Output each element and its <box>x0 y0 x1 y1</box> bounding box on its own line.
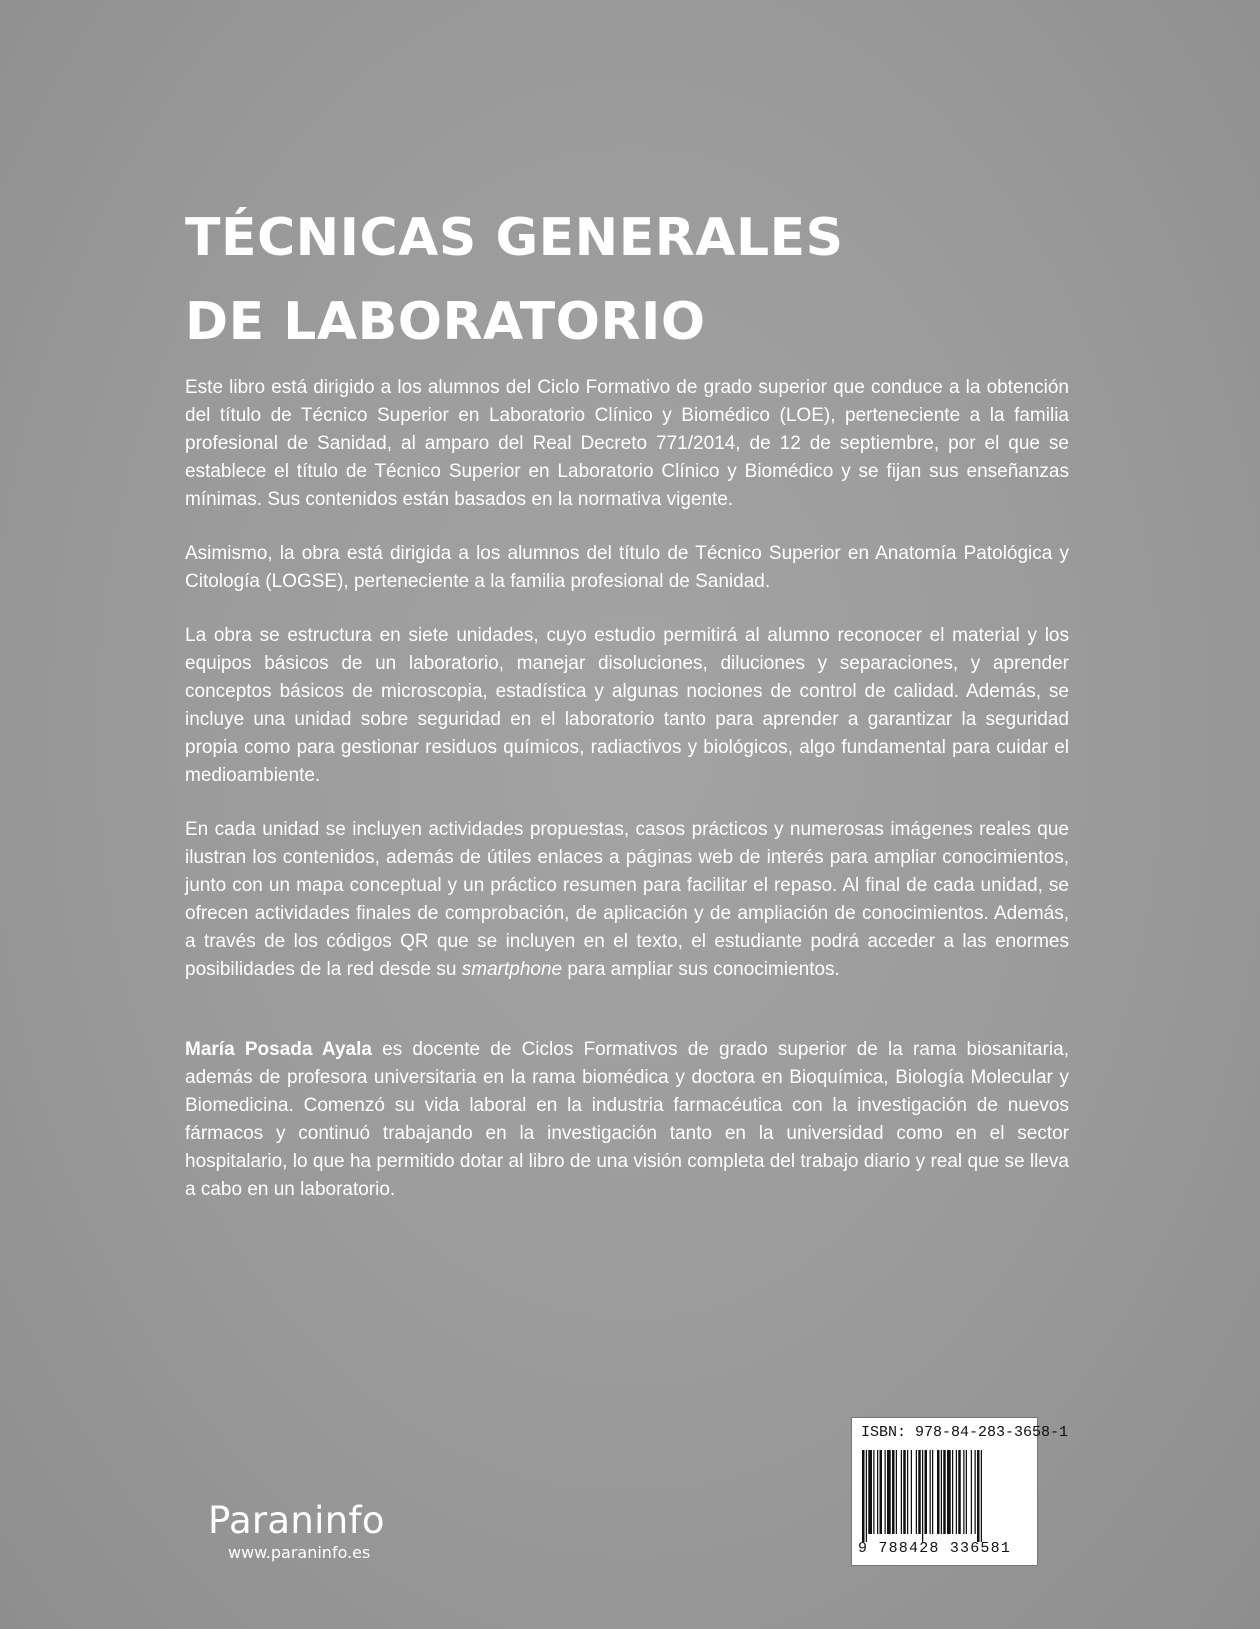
back-cover-text <box>185 374 1069 1230</box>
paragraph-features <box>185 816 1069 984</box>
paragraph-secondary-audience: Asimismo, la obra está dirigida a los alumnos del título de Técnico Superior en Anatomía Patológica y Citología (LOGSE), perteneciente a la familia profesional de Sanidad. <box>185 543 1069 592</box>
publisher-url: www.paraninfo.es <box>228 1543 371 1562</box>
isbn-number: ISBN: 978-84-283-3658-1 <box>861 1424 1069 1441</box>
barcode-bar <box>873 1450 874 1534</box>
barcode-bar <box>952 1450 953 1534</box>
isbn-barcode-label <box>851 1417 1069 1566</box>
barcode-bar <box>907 1450 908 1534</box>
barcode-digits: 9 788428 336581 <box>858 1540 1012 1557</box>
barcode-bar <box>930 1450 931 1534</box>
barcode-bar <box>918 1450 921 1534</box>
author-bio <box>185 1036 1069 1204</box>
barcode-bar <box>981 1450 982 1542</box>
publisher-logo <box>208 1500 428 1564</box>
barcode-bar <box>977 1450 980 1542</box>
barcode-bar <box>877 1450 878 1534</box>
barcode-bar <box>880 1450 883 1534</box>
barcode-bar <box>922 1450 923 1542</box>
title-line-2: DE LABORATORIO <box>185 292 706 352</box>
barcode-bar <box>925 1450 928 1534</box>
barcode-bar <box>911 1450 912 1534</box>
features-italic-word: smartphone <box>461 959 563 980</box>
barcode-bar <box>941 1450 942 1534</box>
barcode-bar <box>971 1450 972 1534</box>
features-text: En cada unidad se incluyen actividades propuestas, casos prácticos y numerosas imágenes reales que ilustran los contenidos, además de útiles enlaces a páginas web de interés para ampliar conocimientos, junto con un mapa conceptual y un práctico resumen para facilitar el repaso. Al final de cada unidad, se ofrecen actividades finales de comprobación, de aplicación y de ampliación de conocimientos. Además, a través de los códigos QR que se incluyen en el texto, el estudiante podrá acceder a las enormes posibilidades de la red desde su <box>185 819 1069 980</box>
barcode-bar <box>862 1450 865 1542</box>
paragraph-structure: La obra se estructura en siete unidades, cuyo estudio permitirá al alumno reconocer el material y los equipos básicos de un laboratorio, manejar disoluciones, diluciones y separaciones, y aprender conceptos básicos de microscopia, estadística y algunas nociones de control de calidad. Además, se incluye una unidad sobre seguridad en el laboratorio tanto para aprender a garantizar la seguridad propia como para gestionar residuos químicos, radiactivos y biológicos, algo fundamental para cuidar el medioambiente. <box>185 625 1069 786</box>
barcode-bar <box>932 1450 933 1534</box>
barcode-bar <box>903 1450 906 1534</box>
barcode-bar <box>887 1450 891 1534</box>
barcode-bar <box>916 1450 917 1534</box>
barcode-bar <box>947 1450 951 1534</box>
paragraph-target-audience: Este libro está dirigido a los alumnos del Ciclo Formativo de grado superior que conduce a la obtención del título de Técnico Superior en Laboratorio Clínico y Biomédico (LOE), perteneciente a la familia profesional de Sanidad, al amparo del Real Decreto 771/2014, de 12 de septiembre, por el que se establece el título de Técnico Superior en Laboratorio Clínico y Biomédico y se fijan sus enseñanzas mínimas. Sus contenidos están basados en la normativa vigente. <box>185 377 1069 510</box>
title-line-1: TÉCNICAS GENERALES <box>185 208 844 268</box>
barcode-bar <box>866 1450 867 1542</box>
barcode-bar <box>943 1450 946 1534</box>
barcode-bar <box>963 1450 964 1534</box>
barcode-bar <box>975 1450 976 1534</box>
barcode-bar <box>901 1450 902 1534</box>
barcode-bar <box>956 1450 957 1534</box>
barcode-bar <box>896 1450 897 1534</box>
barcode-bar <box>885 1450 886 1534</box>
barcode-bar <box>892 1450 895 1534</box>
features-text-end: para ampliar sus conocimientos. <box>562 959 840 980</box>
barcode-bar <box>868 1450 872 1534</box>
author-name: María Posada Ayala <box>185 1039 372 1060</box>
barcode-bars <box>862 1450 1029 1542</box>
barcode-bar <box>966 1450 967 1534</box>
author-bio-text: es docente de Ciclos Formativos de grado superior de la rama biosanitaria, además de profesora universitaria en la rama biomédica y doctora en Bioquímica, Biología Molecular y Biomedicina. Comenzó su vida laboral en la industria farmacéutica con la investigación de nuevos fármacos y continuó trabajando en la investigación tanto en la universidad como en el sector hospitalario, lo que ha permitido dotar al libro de una visión completa del trabajo diario y real que se lleva a cabo en un laboratorio. <box>185 1039 1069 1200</box>
barcode-bar <box>937 1450 940 1534</box>
book-title <box>185 196 1085 364</box>
barcode-bar <box>958 1450 961 1534</box>
publisher-name: Paraninfo <box>208 1499 385 1542</box>
